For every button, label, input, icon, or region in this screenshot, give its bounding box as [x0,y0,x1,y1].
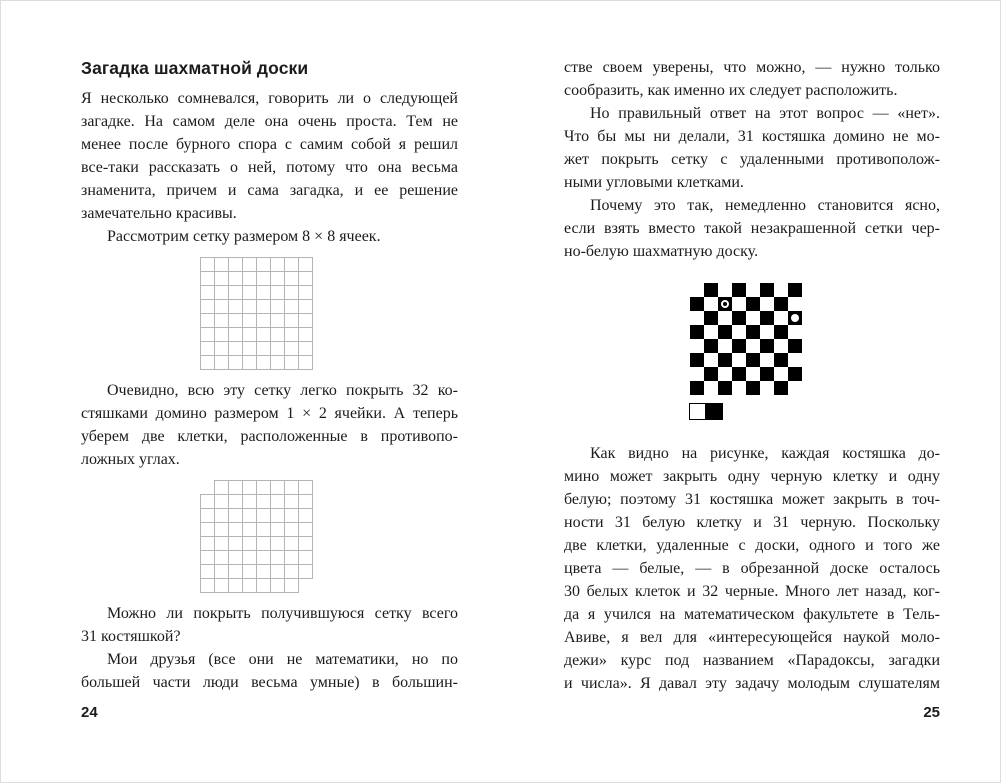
board-dark-cell [788,339,802,353]
grid-cell [228,578,243,593]
8x8-grid-opposite-corners-removed [200,480,313,593]
grid-cell [200,271,215,286]
text-line: если взять вместо такой незакрашенной сетки чер- [564,220,940,237]
grid-cell [256,327,271,342]
board-dark-cell [746,381,760,395]
grid-cell [242,564,257,579]
grid-cell [200,257,215,272]
board-dark-cell [704,283,718,297]
text-line: 30 белых клеток и 32 черные. Много лет назад, ког- [564,583,940,600]
page-number-right: 25 [923,704,940,721]
grid-cell [242,522,257,537]
text-line: Рассмотрим сетку размером 8 × 8 ячеек. [107,228,381,245]
grid-cell [284,494,299,509]
paragraph [81,87,458,225]
grid-cell [256,257,271,272]
domino-black-cell [706,403,723,420]
board-dark-cell [690,381,704,395]
board-dark-cell [788,367,802,381]
grid-cell [242,355,257,370]
grid-cell [214,578,229,593]
grid-cell [284,550,299,565]
grid-cell [228,285,243,300]
chapter-heading: Загадка шахматной доски [81,58,309,78]
grid-cell [200,494,215,509]
text-line: все-таки рассказать о ней, потому что она весьма [81,159,458,176]
board-dark-cell [774,381,788,395]
grid-cell [242,313,257,328]
board-dark-cell [704,339,718,353]
grid-cell [214,257,229,272]
grid-cell [228,564,243,579]
grid-cell [270,536,285,551]
page-right-content [564,56,940,695]
text-line: сообразить, как именно их следует расположить. [564,82,898,99]
grid-cell [284,578,299,593]
page-right [564,56,940,695]
board-dark-cell [746,325,760,339]
grid-cell [242,480,257,495]
grid-cell [228,299,243,314]
grid-cell [228,508,243,523]
grid-cell [214,536,229,551]
figure-empty-8x8-grid [81,257,458,370]
text-line: 31 костяшкой? [81,628,181,645]
text-line: ными угловыми клетками. [564,174,744,191]
text-line: но-белую шахматную доску. [564,243,759,260]
grid-cell [298,285,313,300]
grid-cell [228,494,243,509]
text-line: менее после бурного спора с самим собой я решил [81,136,458,153]
text-line: да я учился на математическом факультете в Тель- [564,606,940,623]
grid-cell [214,564,229,579]
grid-cell [228,522,243,537]
grid-cell [298,550,313,565]
grid-cell [214,522,229,537]
grid-cell [298,536,313,551]
board-dark-cell [788,283,802,297]
board-dark-cell [746,353,760,367]
grid-cell [228,355,243,370]
paragraph [564,442,940,695]
board-dark-cell [732,339,746,353]
text-line: стве своем уверены, что можно, — нужно только [564,59,940,76]
grid-cell [214,508,229,523]
grid-cell [270,494,285,509]
grid-cell [228,313,243,328]
paragraph [564,194,940,263]
grid-cell [228,341,243,356]
text-line: загадке. На самом деле она очень проста. Тем не [81,113,458,130]
grid-cell [256,536,271,551]
grid-cell [214,494,229,509]
text-line: Очевидно, всю эту сетку легко покрыть 32 ко- [107,382,458,399]
grid-cell [256,271,271,286]
figure-8x8-grid-opposite-corners-removed [81,480,458,593]
grid-cell [256,564,271,579]
text-line: большей части люди весьма умные) в большин- [81,674,458,691]
board-dark-cell [760,283,774,297]
grid-cell [256,299,271,314]
grid-cell [200,313,215,328]
grid-cell [298,313,313,328]
text-line: и числа». Я давал эту задачу молодым слушателям [564,675,940,692]
grid-cell [298,480,313,495]
paragraph [564,56,940,102]
text-line: мино может закрыть одну черную клетку и одну [564,468,940,485]
paragraph [564,102,940,194]
grid-cell [200,327,215,342]
grid-cell [284,341,299,356]
grid-cell [284,327,299,342]
grid-cell [214,355,229,370]
grid-cell [298,355,313,370]
grid-cell [284,508,299,523]
text-line: Как видно на рисунке, каждая костяшка до- [590,445,940,462]
grid-cell [214,271,229,286]
board-dark-cell [760,367,774,381]
grid-cell [256,508,271,523]
text-line: жет покрыть сетку с удаленными противополож- [564,151,940,168]
grid-cell [270,564,285,579]
grid-cell [256,578,271,593]
text-line: Почему это так, немедленно становится ясно, [590,197,940,214]
grid-cell [298,341,313,356]
grid-cell [284,522,299,537]
text-line: Мои друзья (все они не математики, но по [107,651,458,668]
grid-cell [242,285,257,300]
grid-cell [228,327,243,342]
grid-cell [214,313,229,328]
grid-cell [298,522,313,537]
grid-cell [270,313,285,328]
board-dark-cell [746,297,760,311]
grid-cell [270,299,285,314]
grid-cell [298,327,313,342]
grid-cell [284,299,299,314]
paragraph [81,648,458,694]
board-dark-cell [774,353,788,367]
text-line: две клетки, удаленные с доски, одного и того же [564,537,940,554]
domino-white-cell [689,403,706,420]
text-line: ложных углах. [81,451,180,468]
grid-cell [242,578,257,593]
domino-one-white-one-black [689,403,940,420]
grid-cell [270,508,285,523]
page-left [81,56,458,694]
board-dark-cell [690,297,704,311]
grid-cell [270,257,285,272]
board-dark-cell [774,297,788,311]
text-line: ности 31 белую клетку и 31 черную. Поскольку [564,514,940,531]
text-line: замечательно красивы. [81,205,237,222]
grid-cell [256,313,271,328]
page-left-content [81,87,458,694]
grid-cell [242,327,257,342]
figure-chessboard-with-domino-legend [564,283,940,420]
grid-cell [270,522,285,537]
text-line: Что бы мы ни делали, 31 костяшка домино не мо- [564,128,940,145]
grid-cell [228,271,243,286]
grid-cell [284,355,299,370]
grid-cell [200,522,215,537]
grid-cell [242,257,257,272]
grid-cell [242,299,257,314]
text-line: Я несколько сомневался, говорить ли о следующей [81,90,458,107]
checkerboard-opposite-corners-removed [690,283,802,395]
grid-cell [256,494,271,509]
grid-cell [284,564,299,579]
grid-cell [284,285,299,300]
text-line: знаменита, причем и сама загадка, и ее решение [81,182,458,199]
grid-cell [200,536,215,551]
grid-cell [214,299,229,314]
grid-cell [228,480,243,495]
grid-cell [200,550,215,565]
paragraph [81,602,458,648]
grid-cell [242,494,257,509]
grid-cell [298,271,313,286]
grid-cell [228,257,243,272]
board-dark-cell [704,367,718,381]
grid-cell [298,257,313,272]
grid-cell [270,271,285,286]
grid-cell [228,550,243,565]
board-dark-cell [760,339,774,353]
grid-cell [242,271,257,286]
grid-cell [256,522,271,537]
grid-cell [214,285,229,300]
board-dark-cell [690,325,704,339]
grid-cell [256,341,271,356]
text-line: белую; поэтому 31 костяшка может закрыть в точ- [564,491,940,508]
grid-cell [200,341,215,356]
board-dark-cell [774,325,788,339]
grid-cell [214,480,229,495]
text-line: Можно ли покрыть получившуюся сетку всего [107,605,458,622]
grid-cell [284,271,299,286]
grid-cell [284,313,299,328]
grid-cell [242,508,257,523]
grid-cell [200,578,215,593]
board-dark-cell [718,325,732,339]
grid-cell [214,550,229,565]
grid-cell [298,299,313,314]
grid-cell [256,480,271,495]
board-dark-cell [732,367,746,381]
board-dark-cell [732,283,746,297]
text-line: Но правильный ответ на этот вопрос — «нет». [590,105,940,122]
grid-cell [242,536,257,551]
board-dark-cell [718,381,732,395]
grid-cell [270,480,285,495]
text-line: цвета — белые, — в обрезанной доске осталось [564,560,940,577]
paragraph [81,379,458,471]
grid-cell [200,564,215,579]
board-dark-cell [718,353,732,367]
grid-cell [214,327,229,342]
grid-cell [256,550,271,565]
text-line: уберем две клетки, расположенные в противопо- [81,428,458,445]
grid-cell [298,494,313,509]
grid-cell [270,341,285,356]
empty-8x8-grid [200,257,313,370]
grid-cell [284,536,299,551]
grid-cell [270,355,285,370]
circle-marker [721,300,729,308]
grid-cell [228,536,243,551]
grid-cell [256,355,271,370]
grid-cell [256,285,271,300]
grid-cell [270,550,285,565]
board-dark-cell [704,311,718,325]
text-line: дежи» курс под названием «Парадоксы, загадки [564,652,940,669]
board-dark-cell [760,311,774,325]
circle-marker-center [723,302,727,306]
grid-cell [200,355,215,370]
grid-cell [200,285,215,300]
grid-cell [270,578,285,593]
text-line: стяшками домино размером 1 × 2 ячейки. А теперь [81,405,458,422]
paragraph [81,225,458,248]
grid-cell [214,341,229,356]
page-number-left: 24 [81,704,98,721]
text-line: Авиве, я вел для «интересующейся наукой моло- [564,629,940,646]
grid-cell [284,257,299,272]
grid-cell [298,564,313,579]
grid-cell [200,508,215,523]
board-dark-cell [690,353,704,367]
grid-cell [242,550,257,565]
grid-cell [298,508,313,523]
grid-cell [242,341,257,356]
board-dark-cell [732,311,746,325]
grid-cell [284,480,299,495]
grid-cell [270,327,285,342]
grid-cell [270,285,285,300]
grid-cell [200,299,215,314]
circle-marker [791,314,799,322]
